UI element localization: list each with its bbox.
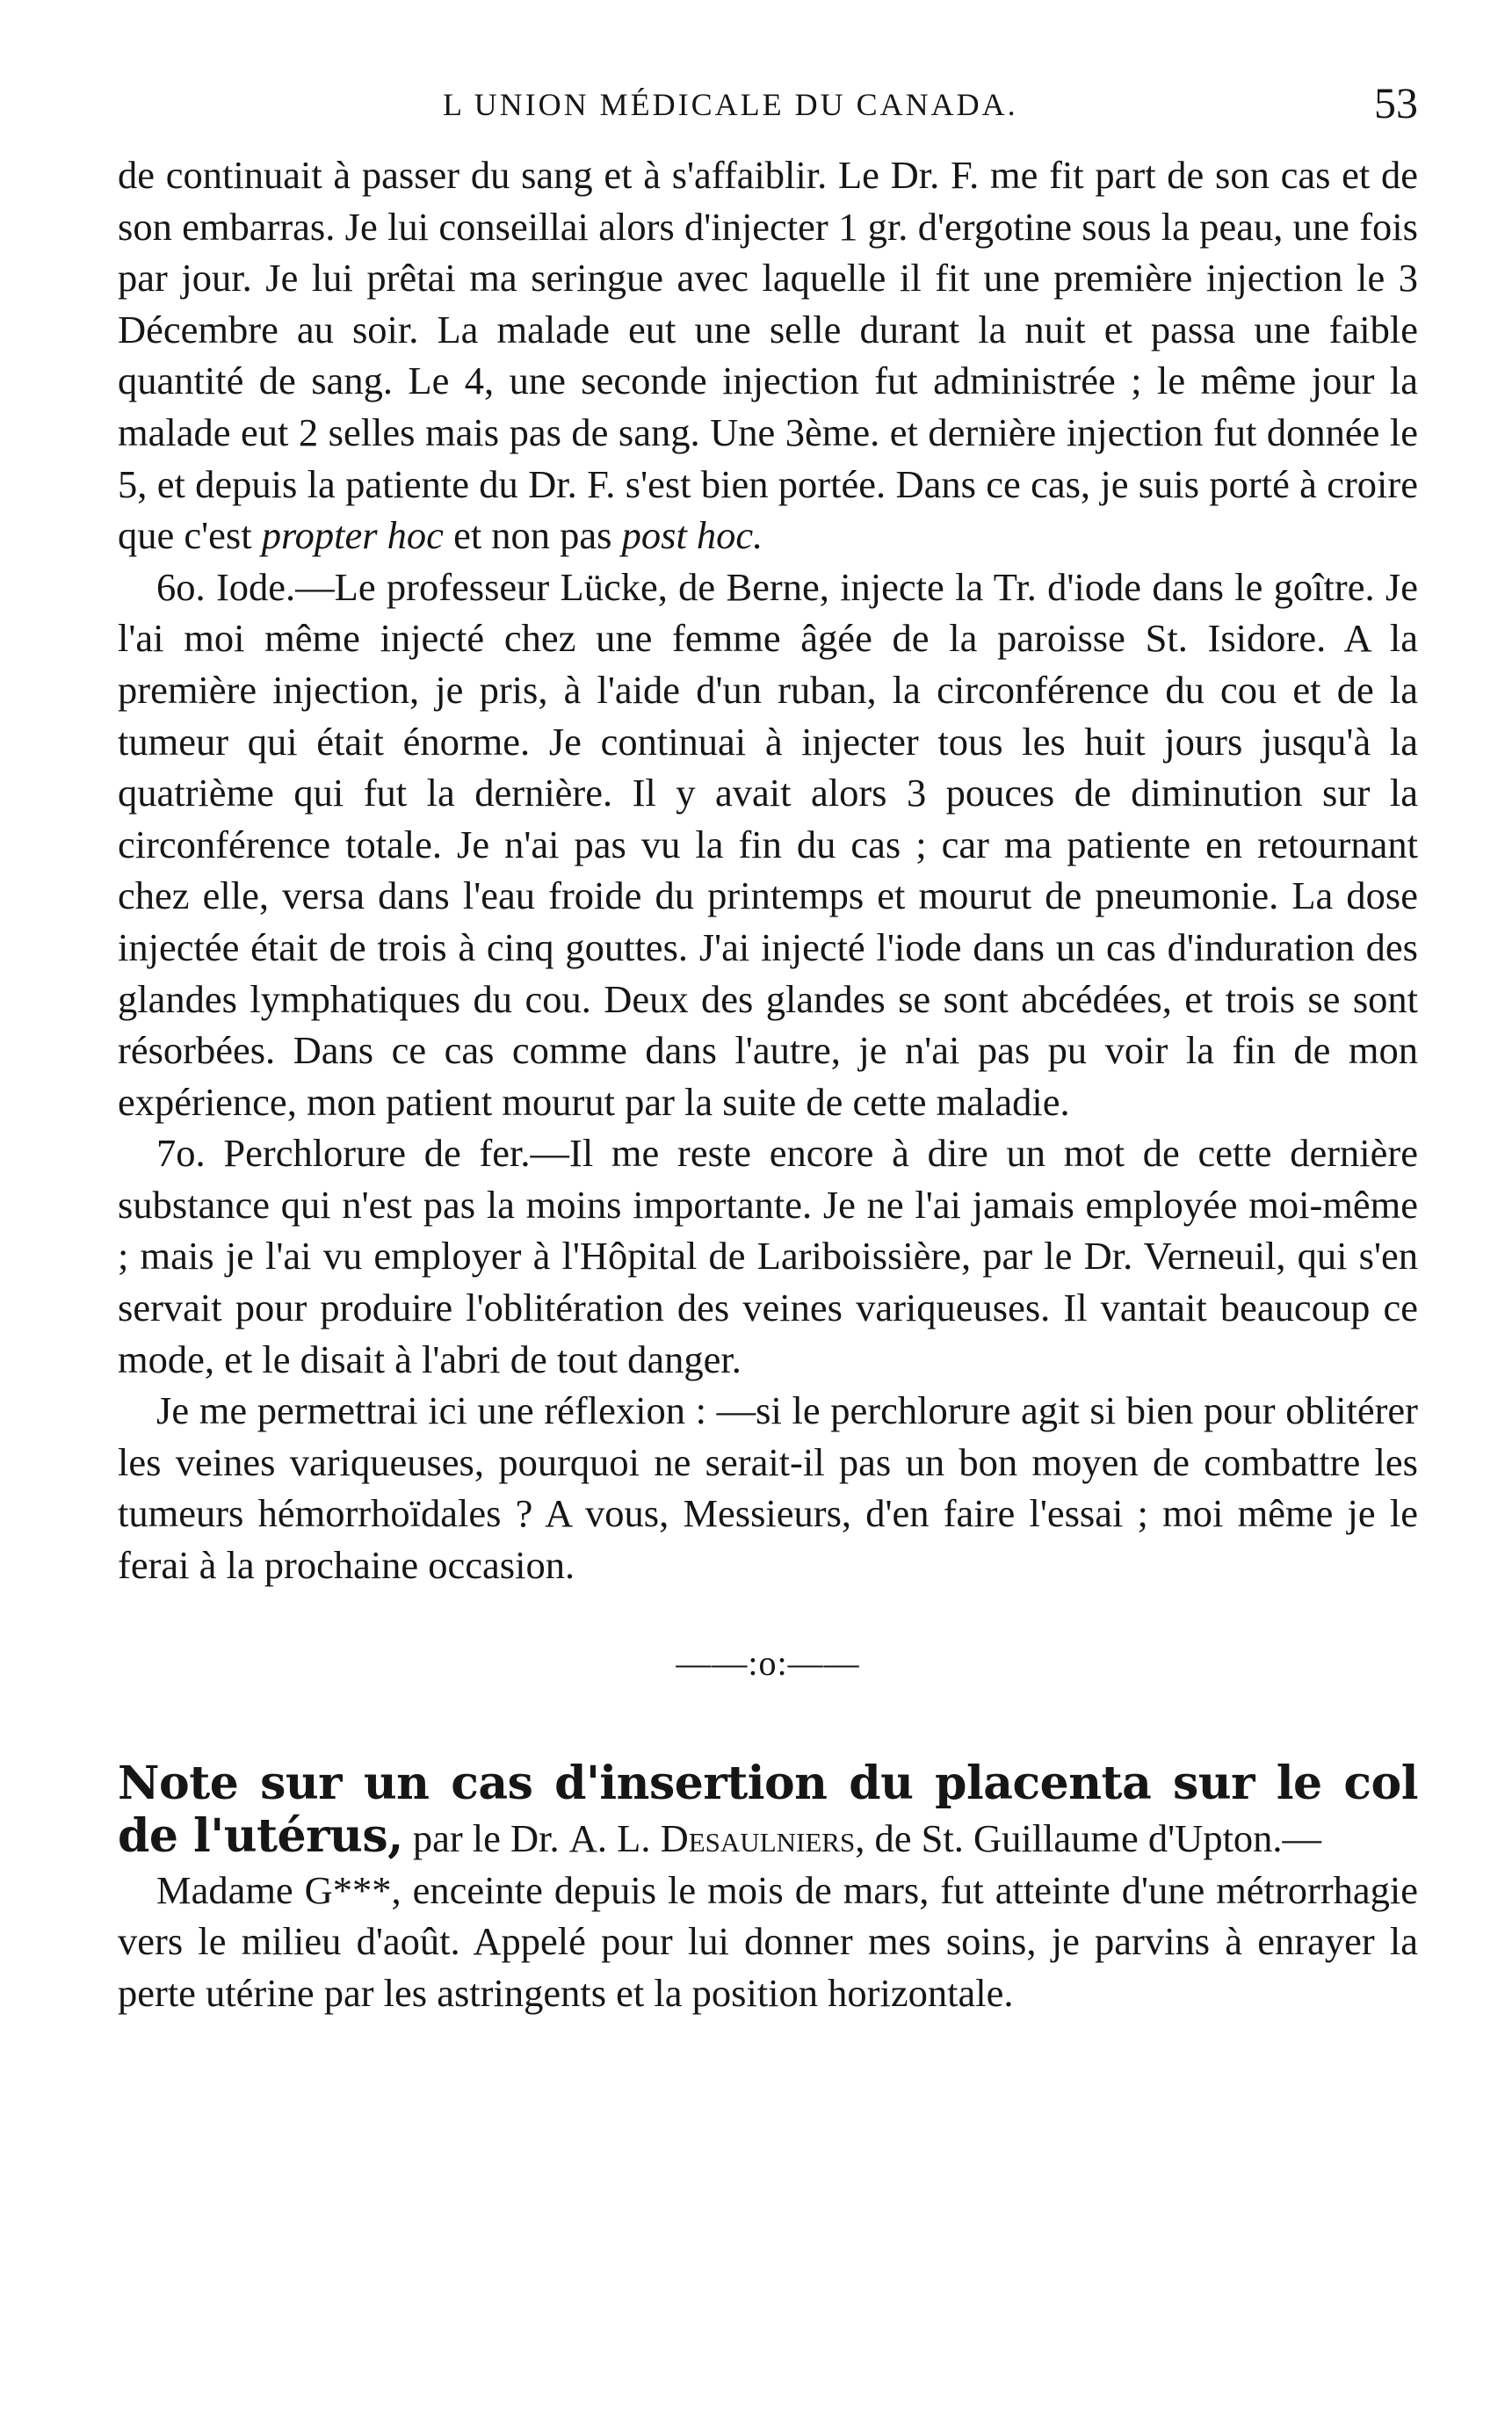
page-number: 53 (1374, 78, 1418, 127)
paragraph-ergotine (118, 149, 1418, 561)
latin-phrase: propter hoc (261, 513, 444, 558)
article-body (118, 149, 1418, 1591)
article-title: Note sur un cas d'insertion du placenta sur le col de l'utérus, (118, 1756, 1418, 1864)
paragraph-iode: 6o. Iode.—Le professeur Lücke, de Berne, injecte la Tr. d'iode dans le goître. Je l'ai moi même injecté chez une femme âgée de la paroisse St. Isidore. A la première injection, je pris, à l'aide d'un ruban, la circonférence du cou et de la tumeur qui était énorme. Je continuai à injecter tous les huit jours jusqu'à la quatrième qui fut la dernière. Il y avait alors 3 pouces de diminution sur la circonférence totale. Je n'ai pas vu la fin du cas ; car ma patiente en retournant chez elle, versa dans l'eau froide du printemps et mourut de pneumonie. La dose injectée était de trois à cinq gouttes. J'ai injecté l'iode dans un cas d'induration des glandes lymphatiques du cou. Deux des glandes se sont abcédées, et trois se sont résorbées. Dans ce cas comme dans l'autre, je n'ai pas pu voir la fin de mon expérience, mon patient mourut par la suite de cette maladie. (118, 564, 1418, 1124)
paragraph-text: de continuait à passer du sang et à s'affaiblir. Le Dr. F. me fit part de son cas et de son embarras. Je lui conseillai alors d'injecter 1 gr. d'ergotine sous la peau, une fois par jour. Je lui prêtai ma seringue avec laquelle il fit une première injection le 3 Décembre au soir. La malade eut une selle durant la nuit et passa une faible quantité de sang. Le 4, une seconde injection fut administrée ; le même jour la malade eut 2 selles mais pas de sang. Une 3ème. et dernière injection fut donnée le 5, et depuis la patiente du Dr. F. s'est bien portée. Dans ce cas, je suis porté à croire que c'est (118, 153, 1418, 558)
section-separator: ——:o:—— (676, 1642, 860, 1683)
page (118, 77, 1418, 2019)
paragraph-madame: Madame G***, enceinte depuis le mois de mars, fut atteinte d'une métrorrhagie vers le milieu d'août. Appelé pour lui donner mes soins, je parvins à enrayer la perte utérine par les astringents et la position horizontale. (118, 1867, 1418, 2015)
byline-prefix: par le Dr. (412, 1816, 560, 1861)
running-head (118, 77, 1418, 130)
paragraph-reflexion: Je me permettrai ici une réflexion : —si le perchlorure agit si bien pour oblitérer les veines variqueuses, pourquoi ne serait-il pas un bon moyen de combattre les tumeurs hémorrhoïdales ? A vous, Messieurs, d'en faire l'essai ; moi même je le ferai à la prochaine occasion. (118, 1388, 1418, 1588)
article-heading (118, 1758, 1418, 1865)
paragraph-perchlorure: 7o. Perchlorure de fer.—Il me reste encore à dire un mot de cette dernière substance qui n'est pas la moins importante. Je ne l'ai jamais employée moi-même ; mais je l'ai vu employer à l'Hôpital de Lariboissière, par le Dr. Verneuil, qui s'en servait pour produire l'oblitération des veines variqueuses. Il vantait beaucoup ce mode, et le disait à l'abri de tout danger. (118, 1131, 1418, 1381)
paragraph-text: et non pas (453, 513, 612, 558)
article-body-2 (118, 1865, 1418, 2019)
journal-title: L UNION MÉDICALE DU CANADA. (443, 87, 1018, 122)
author-name: A. L. Desaulniers, (568, 1816, 865, 1861)
latin-phrase: post hoc. (621, 513, 763, 558)
byline-suffix: de St. Guillaume d'Upton.— (874, 1816, 1322, 1861)
